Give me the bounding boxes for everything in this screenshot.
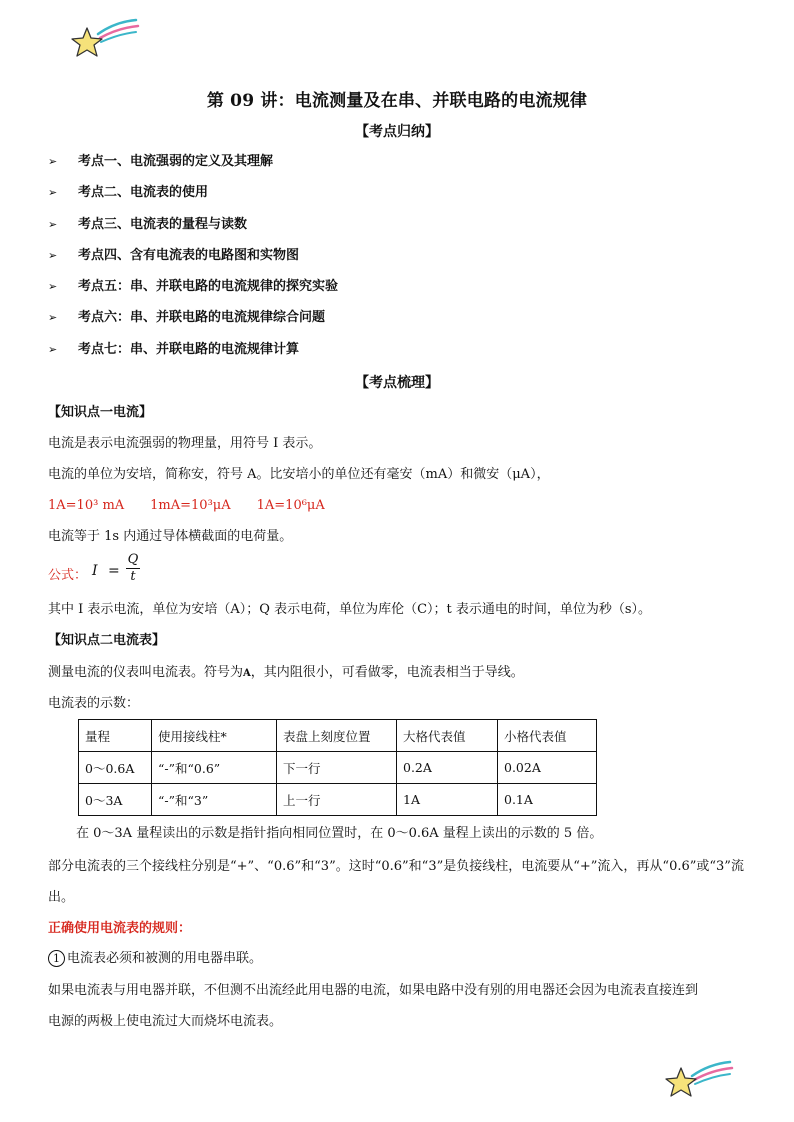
formula-label: 公式： [48, 568, 88, 583]
ammeter-symbol-icon: A [243, 668, 251, 679]
paragraph: 电流的单位为安培，简称安，符号 A。比安培小的单位还有毫安（mA）和微安（μA）， [48, 467, 550, 482]
section-heading-sort: 【考点梳理】 [355, 375, 439, 391]
list-item: ➢ 考点二、电流表的使用 [48, 181, 338, 212]
table-header-cell: 使用接线柱* [152, 720, 277, 752]
shooting-star-icon [664, 1058, 734, 1098]
formula-fraction [126, 552, 140, 585]
arrow-bullet-icon: ➢ [48, 186, 58, 200]
table-row [79, 784, 597, 816]
table-header-cell: 量程 [79, 720, 152, 752]
knowledge1-heading: 【知识点一电流】 [48, 405, 153, 420]
ammeter-range-table [78, 719, 597, 816]
paragraph: 部分电流表的三个接线柱分别是“+”、“0.6”和“3”。这时“0.6”和“3”是负接线柱，电流要从“+”流入，再从“0.6”或“3”流 [48, 859, 744, 874]
paragraph: 在 0～3A 量程读出的示数是指针指向相同位置时，在 0～0.6A 量程上读出的示数的 5 倍。 [76, 826, 603, 841]
paragraph: 出。 [48, 890, 75, 905]
paragraph: 电流等于 1s 内通过导体横截面的电荷量。 [48, 529, 293, 544]
list-item: ➢ 考点五：串、并联电路的电流规律的探究实验 [48, 275, 338, 306]
paragraph: 电流是表示电流强弱的物理量，用符号 I 表示。 [48, 436, 322, 451]
list-item: ➢ 考点七：串、并联电路的电流规律计算 [48, 338, 338, 369]
rules-heading: 正确使用电流表的规则： [48, 921, 192, 936]
arrow-bullet-icon: ➢ [48, 155, 58, 168]
table-cell: 1A [397, 784, 498, 816]
table-row [79, 752, 597, 784]
formula-symbol-i: I [92, 563, 98, 579]
list-item: ➢ 考点四、含有电流表的电路图和实物图 [48, 244, 338, 275]
table-header-cell: 大格代表值 [397, 720, 498, 752]
paragraph: 测量电流的仪表叫电流表。符号为A，其内阻很小，可看做零，电流表相当于导线。 [48, 663, 524, 684]
paragraph: 其中 I 表示电流，单位为安培（A）；Q 表示电荷，单位为库伦（C）；t 表示通电的时间，单位为秒（s）。 [48, 602, 652, 617]
arrow-bullet-icon: ➢ [48, 248, 58, 262]
table-cell: 0～0.6A [79, 752, 152, 784]
unit-conversions: 1A=10³ mA 1mA=10³μA 1A=10⁶μA [48, 498, 325, 513]
page-title: 第 09 讲：电流测量及在串、并联电路的电流规律 [206, 91, 588, 111]
paragraph: 电流表的示数： [48, 696, 140, 711]
arrow-bullet-icon: ➢ [48, 280, 58, 294]
rule-item: 1 电流表必须和被测的用电器串联。 [48, 949, 262, 969]
table-cell: “-”和“0.6” [152, 752, 277, 784]
table-cell: 上一行 [277, 784, 397, 816]
table-header-cell: 小格代表值 [498, 720, 597, 752]
arrow-bullet-icon: ➢ [48, 342, 58, 356]
formula-equals: = [108, 563, 120, 579]
circled-number: 1 [48, 950, 65, 967]
table-cell: 0～3A [79, 784, 152, 816]
paragraph: 如果电流表与用电器并联，不但测不出流经此用电器的电流，如果电路中没有别的用电器还会因为电流表直接连到 [48, 983, 699, 998]
table-cell: 下一行 [277, 752, 397, 784]
table-cell: 0.02A [498, 752, 597, 784]
table-header-cell: 表盘上刻度位置 [277, 720, 397, 752]
shooting-star-icon [70, 14, 140, 58]
kaodian-list [48, 150, 338, 369]
list-item: ➢ 考点三、电流表的量程与读数 [48, 213, 338, 244]
arrow-bullet-icon: ➢ [48, 217, 58, 231]
paragraph: 电源的两极上使电流过大而烧坏电流表。 [48, 1014, 283, 1029]
arrow-bullet-icon: ➢ [48, 311, 58, 325]
formula-numerator: Q [127, 552, 139, 567]
table-header-row [79, 720, 597, 752]
formula-denominator: t [130, 569, 136, 584]
table-cell: “-”和“3” [152, 784, 277, 816]
section-heading-summary: 【考点归纳】 [355, 124, 439, 140]
list-item: ➢ 考点六：串、并联电路的电流规律综合问题 [48, 306, 338, 337]
list-item: ➢ 考点一、电流强弱的定义及其理解 [48, 150, 338, 181]
knowledge2-heading: 【知识点二电流表】 [48, 633, 166, 648]
table-cell: 0.2A [397, 752, 498, 784]
table-cell: 0.1A [498, 784, 597, 816]
